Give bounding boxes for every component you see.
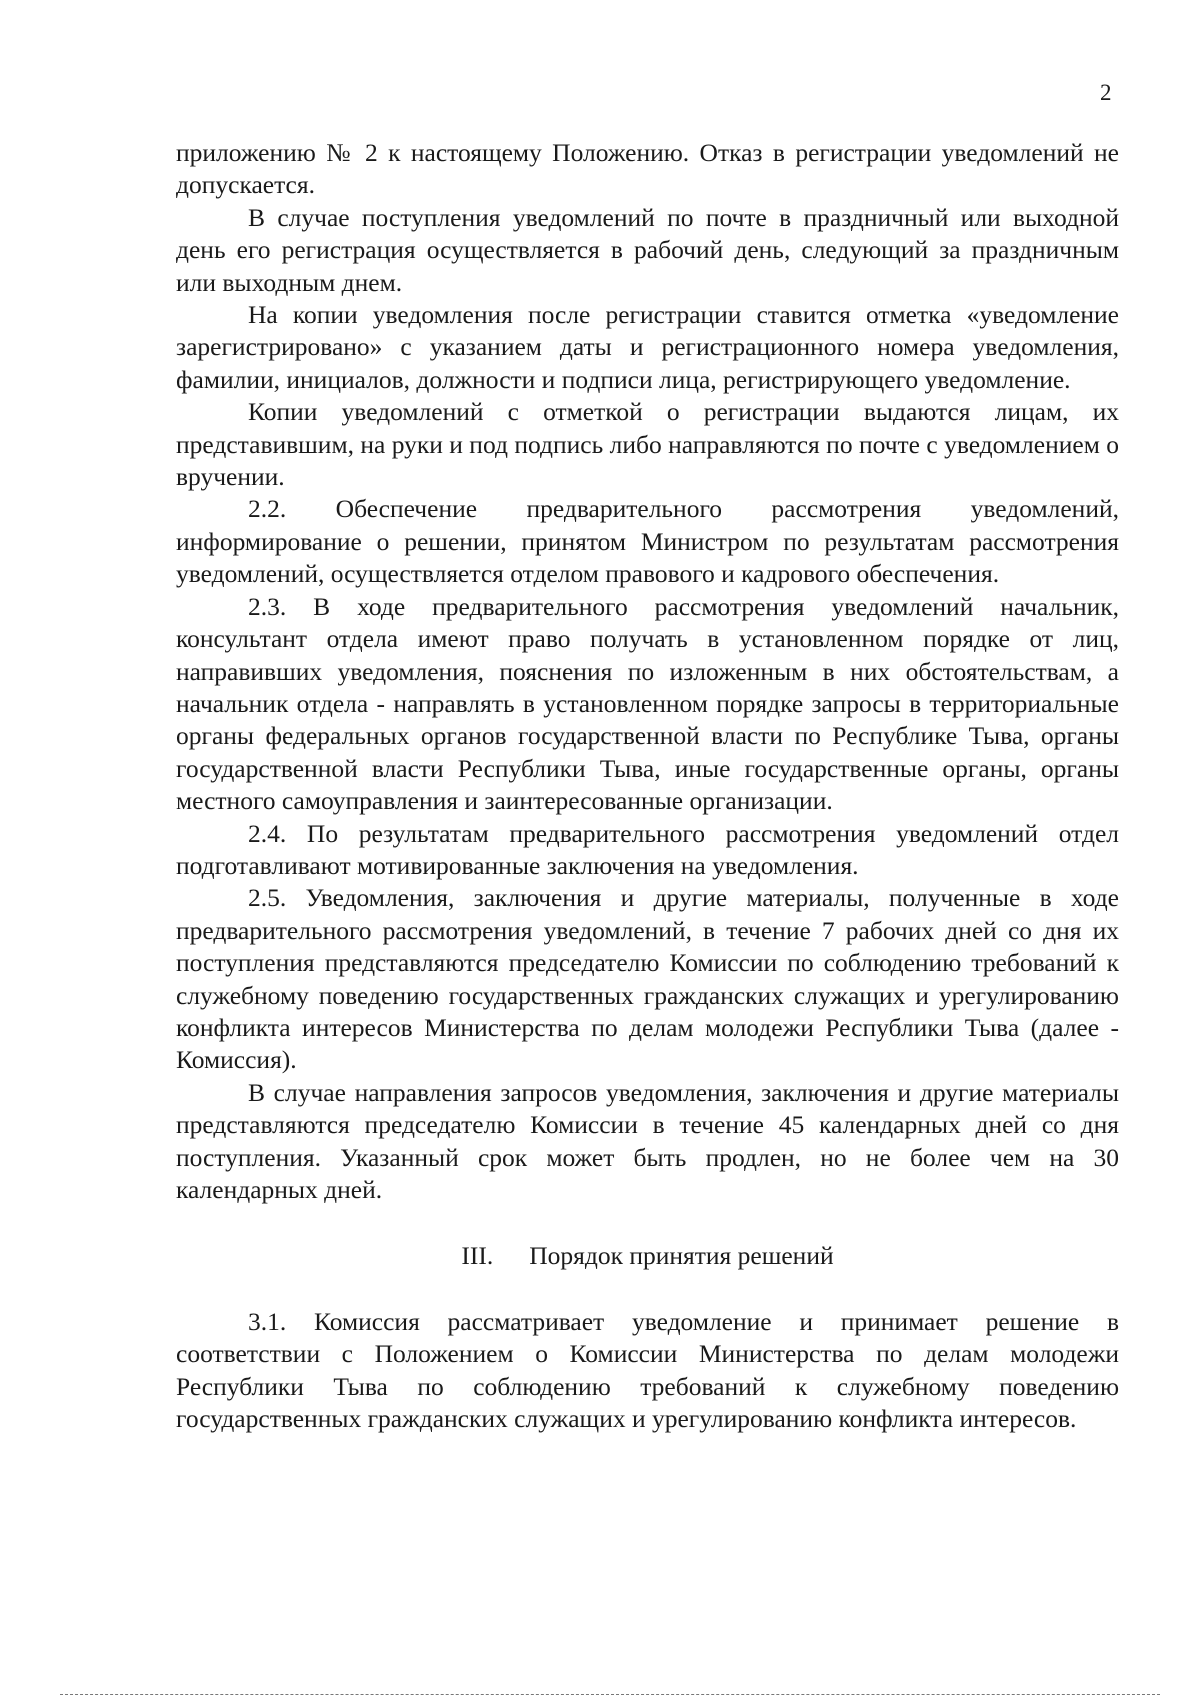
page-bottom-edge: [60, 1694, 1160, 1695]
paragraph-2-3: 2.3. В ходе предварительного рассмотрения уведомлений начальник, консультант отдела имеют право получать в установленном порядке от лиц, направивших уведомления, пояснения по изложенным в них обстоятельствам, а начальник отдела - направлять в установленном порядке запросы в территориальные органы федеральных органов государственной власти по Республике Тыва, органы государственной власти Республики Тыва, иные государственные органы, органы местного самоуправления и заинтересованные организации.: [176, 591, 1119, 816]
paragraph-holiday-registration: В случае поступления уведомлений по почте в праздничный или выходной день его регистрация осуществляется в рабочий день, следующий за праздничным или выходным днем.: [176, 202, 1119, 297]
section-heading: [176, 1240, 1119, 1272]
paragraph-registration-mark: На копии уведомления после регистрации ставится отметка «уведомление зарегистрировано» с указанием даты и регистрационного номера уведомления, фамилии, инициалов, должности и подписи лица, регистрирующего уведомление.: [176, 300, 1119, 394]
paragraph-copies-issued: Копии уведомлений с отметкой о регистрации выдаются лицам, их представившим, на руки и под подпись либо направляются по почте с уведомлением о вручении.: [176, 397, 1119, 492]
section-title: Порядок принятия решений: [529, 1241, 834, 1271]
paragraph-continuation: приложению № 2 к настоящему Положению. Отказ в регистрации уведомлений не допускается.: [176, 138, 1119, 200]
paragraph-requests-deadline: В случае направления запросов уведомления, заключения и другие материалы представляются председателю Комиссии в течение 45 календарных дней со дня поступления. Указанный срок может быть продлен, но не более чем на 30 календарных дней.: [176, 1077, 1119, 1204]
document-body: [176, 137, 1119, 1435]
paragraph-2-4: 2.4. По результатам предварительного рассмотрения уведомлений отдел подготавливают мотивированные заключения на уведомления.: [176, 818, 1119, 880]
page-number: 2: [1100, 80, 1112, 105]
section-number: III.: [461, 1241, 494, 1271]
paragraph-2-2: 2.2. Обеспечение предварительного рассмотрения уведомлений, информирование о решении, принятом Министром по результатам рассмотрения уведомлений, осуществляется отделом правового и кадрового обеспечения.: [176, 494, 1119, 589]
paragraph-2-5: 2.5. Уведомления, заключения и другие материалы, полученные в ходе предварительного рассмотрения уведомлений, в течение 7 рабочих дней со дня их поступления представляются председателю Комиссии по соблюдению требований к служебному поведению государственных гражданских служащих и урегулированию конфликта интересов Министерства по делам молодежи Республики Тыва (далее - Комиссия).: [176, 883, 1119, 1075]
paragraph-3-1: 3.1. Комиссия рассматривает уведомление и принимает решение в соответствии с Положением о Комиссии Министерства по делам молодежи Республики Тыва по соблюдению требований к служебному поведению государственных гражданских служащих и урегулированию конфликта интересов.: [176, 1306, 1119, 1434]
